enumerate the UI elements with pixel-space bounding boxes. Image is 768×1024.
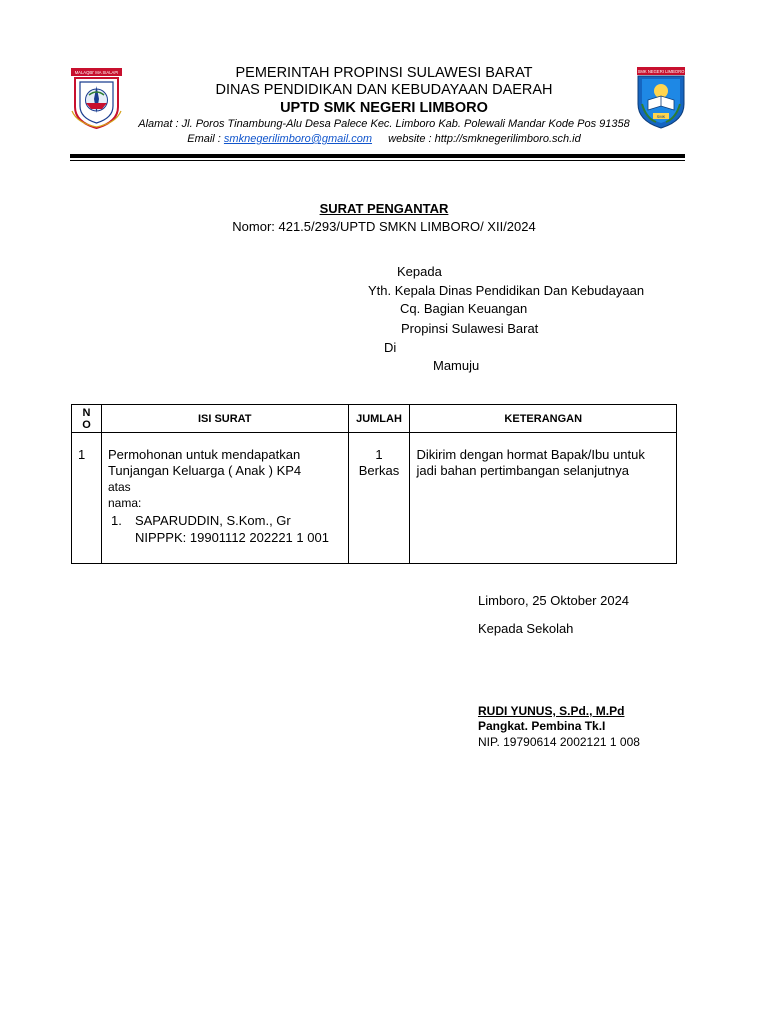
signature-place-date: Limboro, 25 Oktober 2024 bbox=[478, 593, 630, 608]
left-logo-motto: MALAQBI' MA SIALAPI bbox=[74, 70, 119, 75]
keterangan-line-2: jadi bahan pertimbangan selanjutnya bbox=[416, 463, 629, 478]
recipient-province: Propinsi Sulawesi Barat bbox=[401, 321, 539, 336]
list-item-number: 1. bbox=[110, 513, 122, 528]
recipient-di: Di bbox=[384, 340, 397, 355]
signatory-nip: NIP. 19790614 2002121 1 008 bbox=[478, 735, 640, 749]
col-header-jumlah: JUMLAH bbox=[348, 405, 410, 433]
letter-content-table bbox=[71, 404, 677, 564]
list-item-name: SAPARUDDIN, S.Kom., Gr bbox=[134, 513, 291, 528]
cell-isi bbox=[101, 433, 348, 564]
jumlah-unit: Berkas bbox=[358, 463, 400, 478]
email-link[interactable]: smknegerilimboro@gmail.com bbox=[223, 133, 373, 145]
header-government-line: PEMERINTAH PROPINSI SULAWESI BARAT bbox=[235, 65, 533, 81]
header-department-line: DINAS PENDIDIKAN DAN KEBUDAYAAN DAERAH bbox=[215, 82, 553, 98]
table-row bbox=[72, 433, 677, 564]
signatory-name: RUDI YUNUS, S.Pd., M.Pd bbox=[478, 704, 625, 718]
right-logo-title: SMK NEGERI LIMBORO bbox=[637, 69, 685, 74]
list-item-nip: NIPPPK: 19901112 202221 1 001 bbox=[134, 530, 329, 545]
cell-keterangan bbox=[410, 433, 677, 564]
col-header-isi: ISI SURAT bbox=[101, 405, 348, 433]
header-school-name: UPTD SMK NEGERI LIMBORO bbox=[280, 100, 488, 116]
col-header-no-line1: N bbox=[82, 406, 91, 419]
col-header-no-line2: O bbox=[82, 418, 91, 431]
letterhead-rule-thin bbox=[70, 160, 685, 161]
signature-role: Kepada Sekolah bbox=[478, 621, 574, 636]
isi-line-4: nama: bbox=[107, 496, 142, 510]
email-label: Email : bbox=[187, 133, 221, 145]
isi-line-3: atas bbox=[107, 480, 131, 494]
letter-title: SURAT PENGANTAR bbox=[319, 201, 449, 216]
cell-no: 1 bbox=[72, 433, 102, 564]
isi-line-2: Tunjangan Keluarga ( Anak ) KP4 bbox=[107, 463, 302, 478]
recipient-kepada: Kepada bbox=[397, 264, 442, 279]
header-address: Alamat : Jl. Poros Tinambung-Alu Desa Palece Kec. Limboro Kab. Polewali Mandar Kode Pos 91358 bbox=[138, 118, 630, 130]
col-header-keterangan: KETERANGAN bbox=[410, 405, 677, 433]
table-header-row bbox=[72, 405, 677, 433]
letter-number: Nomor: 421.5/293/UPTD SMKN LIMBORO/ XII/2024 bbox=[232, 219, 536, 234]
recipient-yth: Yth. Kepala Dinas Pendidikan Dan Kebudayaan bbox=[368, 283, 645, 298]
website-text: website : http://smknegerilimboro.sch.id bbox=[388, 133, 581, 145]
right-logo-sub: SMK bbox=[656, 114, 666, 119]
jumlah-count: 1 bbox=[375, 447, 383, 462]
isi-line-1: Permohonan untuk mendapatkan bbox=[107, 447, 301, 462]
signatory-rank: Pangkat. Pembina Tk.I bbox=[478, 719, 606, 733]
keterangan-line-1: Dikirim dengan hormat Bapak/Ibu untuk bbox=[416, 447, 645, 462]
letterhead-rule-thick bbox=[70, 154, 685, 158]
cell-jumlah bbox=[348, 433, 410, 564]
list-item bbox=[108, 513, 342, 529]
col-header-no bbox=[72, 405, 102, 433]
recipient-city: Mamuju bbox=[433, 358, 480, 373]
recipient-cq: Cq. Bagian Keuangan bbox=[400, 301, 528, 316]
header-contact-line bbox=[0, 133, 768, 145]
